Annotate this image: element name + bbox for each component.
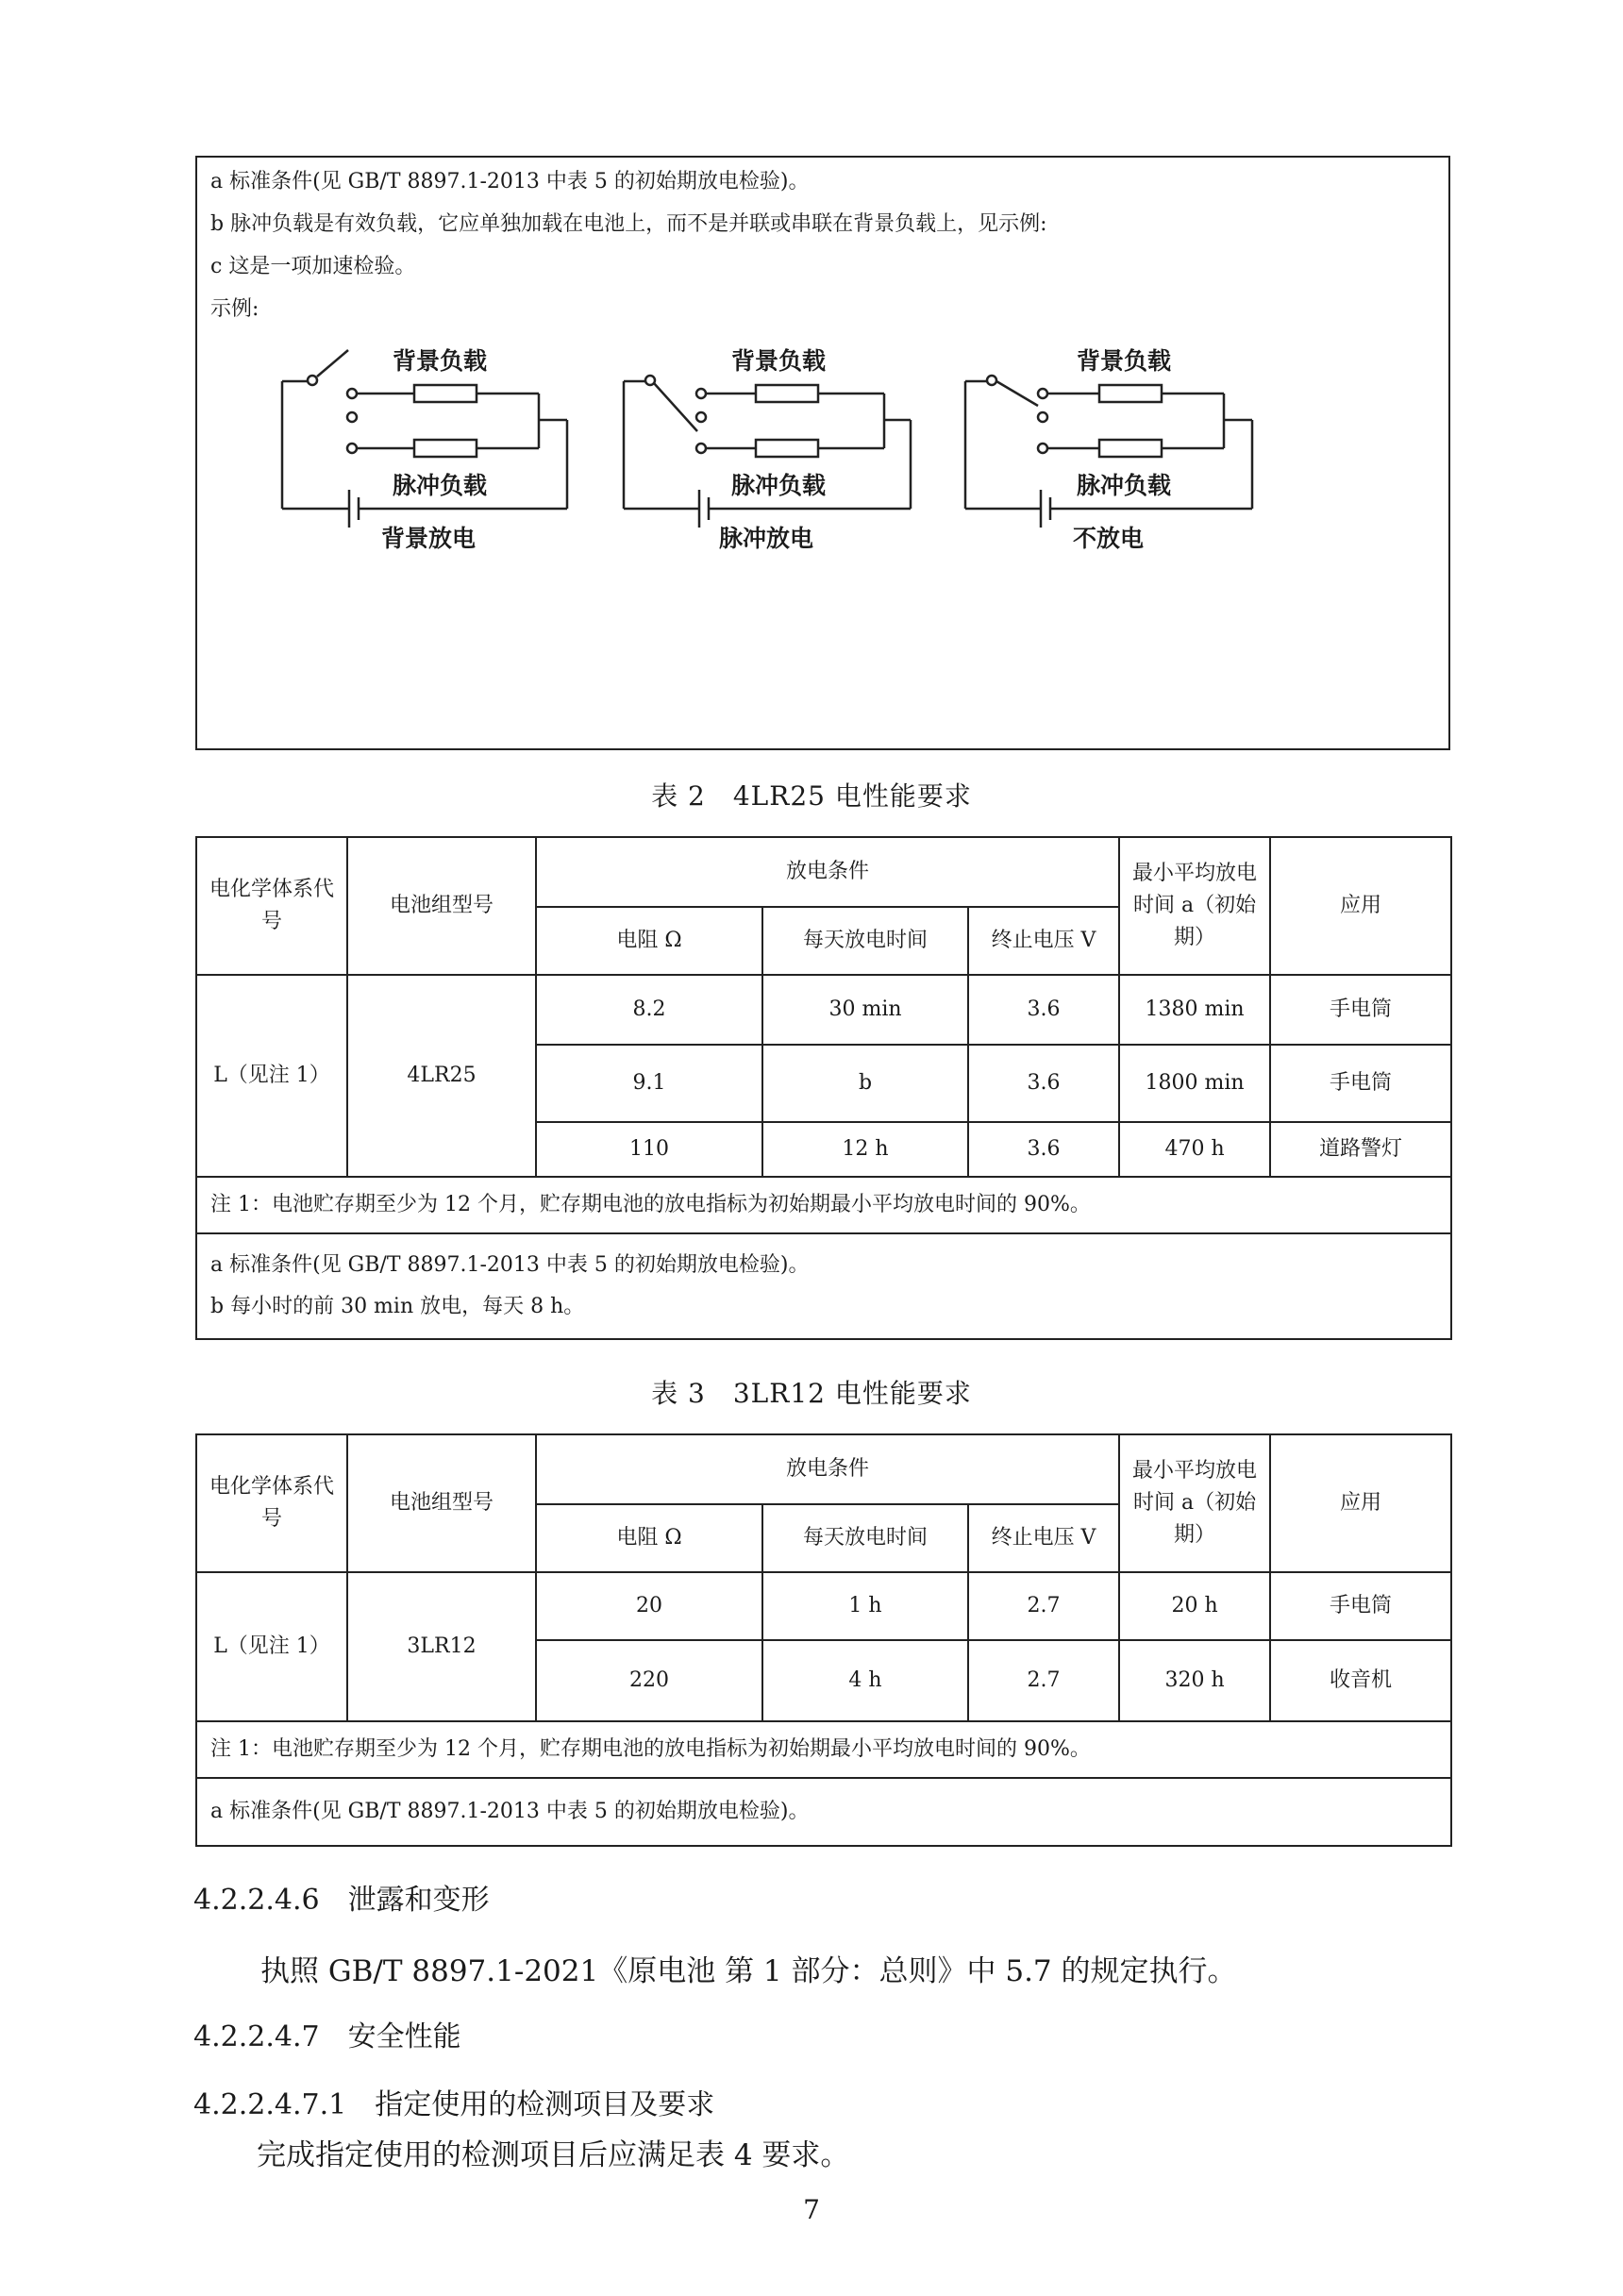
table-cell: 9.1 (536, 1045, 762, 1122)
t2-h-model: 电池组型号 (347, 837, 536, 975)
t2-h-application: 应用 (1270, 837, 1451, 975)
table-cell: 3.6 (968, 1122, 1119, 1177)
c2-top-label: 背景负载 (731, 347, 827, 375)
table-cell: 4 h (762, 1640, 968, 1721)
table-cell: 12 h (762, 1122, 968, 1177)
table2 (195, 836, 1452, 1340)
circuit-background-discharge (282, 350, 567, 528)
section-4-2-2-4-6-body: 执照 GB/T 8897.1-2021《原电池 第 1 部分：总则》中 5.7 的规定执行。 (260, 1954, 1237, 1988)
c2-mid-label: 脉冲负载 (731, 472, 827, 499)
t2-foot-b: b 每小时的前 30 min 放电，每天 8 h。 (210, 1295, 585, 1318)
c1-mid-label: 脉冲负载 (393, 472, 488, 499)
table-cell: 3.6 (968, 1045, 1119, 1122)
table-cell: 手电筒 (1270, 975, 1451, 1045)
t2-h-daily: 每天放电时间 (762, 907, 968, 975)
table-cell: 2.7 (968, 1640, 1119, 1721)
t2-h-discharge: 放电条件 (536, 837, 1119, 907)
table-cell: 30 min (762, 975, 968, 1045)
example-label: 示例: (210, 297, 259, 321)
table-cell: 收音机 (1270, 1640, 1451, 1721)
table-cell: 8.2 (536, 975, 762, 1045)
table-cell: b (762, 1045, 968, 1122)
c1-bottom-label: 背景放电 (381, 525, 477, 552)
c3-top-label: 背景负载 (1077, 347, 1172, 375)
table-cell: 手电筒 (1270, 1045, 1451, 1122)
t3-h-discharge: 放电条件 (536, 1434, 1119, 1504)
table-cell: 110 (536, 1122, 762, 1177)
c3-bottom-label: 不放电 (1073, 525, 1145, 552)
table-cell: 2.7 (968, 1572, 1119, 1640)
circuit-no-discharge (965, 376, 1252, 528)
t3-note1: 注 1：电池贮存期至少为 12 个月，贮存期电池的放电指标为初始期最小平均放电时间的 90%。 (196, 1721, 1451, 1778)
table-cell: 470 h (1119, 1122, 1270, 1177)
table2-caption: 表 2 4LR25 电性能要求 (651, 780, 972, 812)
t2-model-value: 4LR25 (347, 975, 536, 1177)
t3-chem-value: L（见注 1） (196, 1572, 347, 1721)
table3-caption: 表 3 3LR12 电性能要求 (651, 1378, 972, 1409)
table-cell: 1380 min (1119, 975, 1270, 1045)
table-cell: 20 (536, 1572, 762, 1640)
page-number: 7 (803, 2194, 820, 2225)
t3-foot-a: a 标准条件(见 GB/T 8897.1-2013 中表 5 的初始期放电检验)。 (196, 1778, 1451, 1846)
note-c: c 这是一项加速检验。 (210, 255, 416, 278)
t3-h-chem: 电化学体系代号 (196, 1434, 347, 1572)
c2-bottom-label: 脉冲放电 (719, 525, 814, 552)
t2-note1: 注 1：电池贮存期至少为 12 个月，贮存期电池的放电指标为初始期最小平均放电时间的 90%。 (196, 1177, 1451, 1233)
table-cell: 1800 min (1119, 1045, 1270, 1122)
section-4-2-2-4-7-1-body: 完成指定使用的检测项目后应满足表 4 要求。 (257, 2138, 850, 2172)
t2-h-cutoff: 终止电压 V (968, 907, 1119, 975)
t2-h-min-time: 最小平均放电时间 a（初始期） (1119, 837, 1270, 975)
table-cell: 道路警灯 (1270, 1122, 1451, 1177)
t3-h-min-time: 最小平均放电时间 a（初始期） (1119, 1434, 1270, 1572)
t3-model-value: 3LR12 (347, 1572, 536, 1721)
table-cell: 220 (536, 1640, 762, 1721)
t2-h-chem: 电化学体系代号 (196, 837, 347, 975)
section-4-2-2-4-7-1: 4.2.2.4.7.1 指定使用的检测项目及要求 (193, 2088, 715, 2121)
c3-mid-label: 脉冲负载 (1077, 472, 1172, 499)
table-cell: 3.6 (968, 975, 1119, 1045)
notes-box (195, 156, 1450, 750)
t3-h-daily: 每天放电时间 (762, 1504, 968, 1572)
note-a: a 标准条件(见 GB/T 8897.1-2013 中表 5 的初始期放电检验)。 (210, 170, 810, 193)
note-b: b 脉冲负载是有效负载，它应单独加载在电池上，而不是并联或串联在背景负载上，见示例: (210, 212, 1047, 236)
table-cell: 1 h (762, 1572, 968, 1640)
table-cell: 320 h (1119, 1640, 1270, 1721)
t2-chem-value: L（见注 1） (196, 975, 347, 1177)
t3-h-application: 应用 (1270, 1434, 1451, 1572)
section-4-2-2-4-7: 4.2.2.4.7 安全性能 (193, 2020, 461, 2053)
t3-h-resistance: 电阻 Ω (536, 1504, 762, 1572)
table-cell: 手电筒 (1270, 1572, 1451, 1640)
t2-foot-a: a 标准条件(见 GB/T 8897.1-2013 中表 5 的初始期放电检验)。 (210, 1253, 810, 1277)
t2-h-resistance: 电阻 Ω (536, 907, 762, 975)
circuit-pulse-discharge (624, 376, 911, 528)
t3-h-model: 电池组型号 (347, 1434, 536, 1572)
c1-top-label: 背景负载 (393, 347, 488, 375)
t2-footnotes (196, 1233, 1451, 1339)
example-circuits (197, 158, 1448, 748)
section-4-2-2-4-6: 4.2.2.4.6 泄露和变形 (193, 1884, 490, 1917)
table-cell: 20 h (1119, 1572, 1270, 1640)
t3-h-cutoff: 终止电压 V (968, 1504, 1119, 1572)
table3 (195, 1433, 1452, 1847)
